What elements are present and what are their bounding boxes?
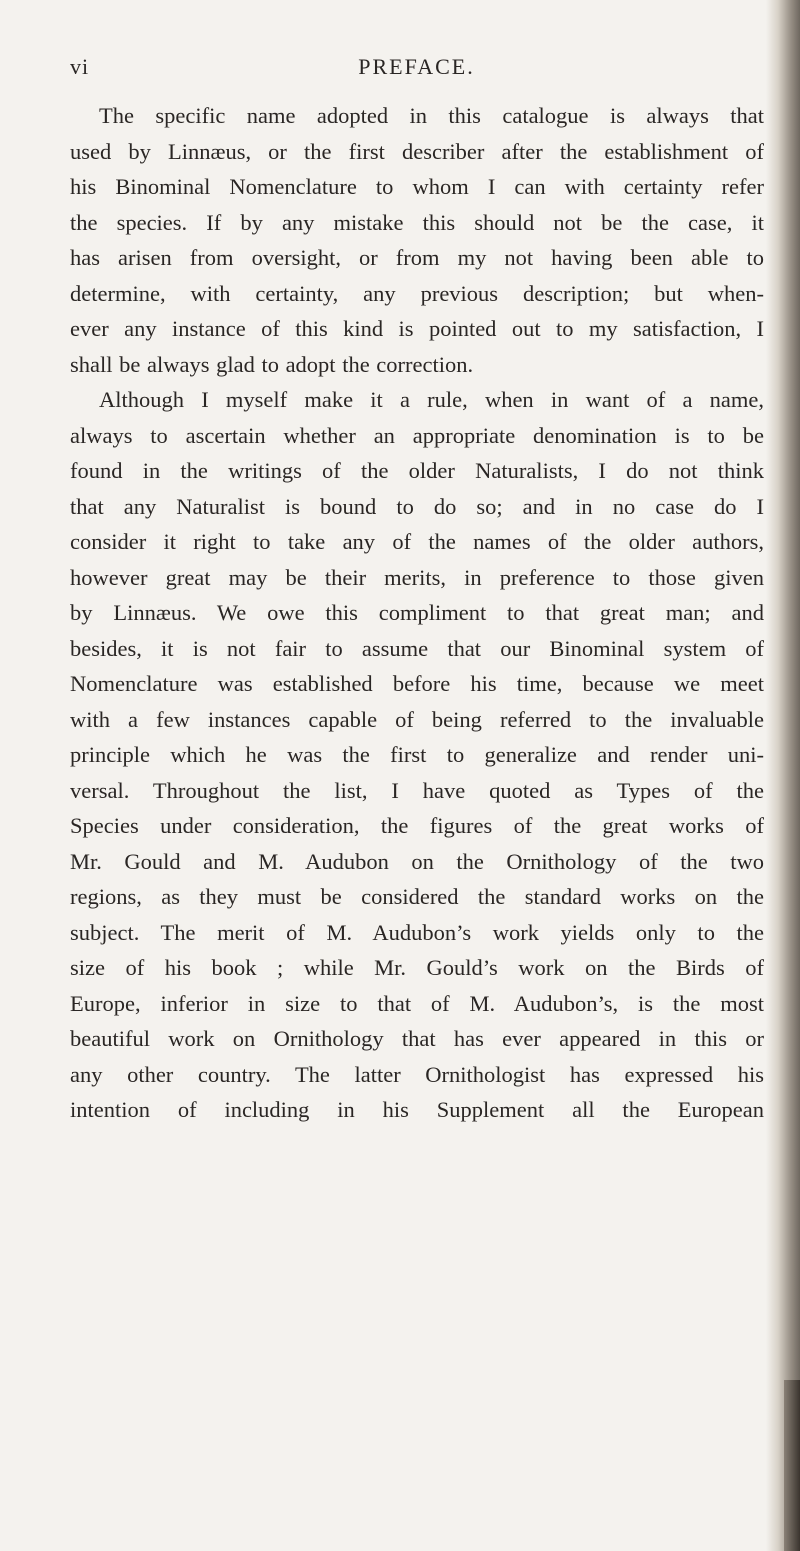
text-line: shall be always glad to adopt the correction. (70, 351, 474, 377)
text-line: his Binominal Nomenclature to whom I can with certainty refer (70, 174, 764, 199)
text-line: used by Linnæus, or the first describer after the establishment of (70, 138, 764, 164)
text-line: however great may be their merits, in preference to those given (70, 564, 764, 590)
page-number: vi (70, 54, 90, 79)
text-line: size of his book ; while Mr. Gould’s work on the Birds of (70, 955, 764, 980)
page-body (70, 98, 764, 1128)
text-line: ever any instance of this kind is pointed out to my satisfaction, I (70, 316, 764, 341)
text-line: always to ascertain whether an appropriate denomination is to be (70, 422, 764, 448)
text-line: regions, as they must be considered the standard works on the (70, 884, 764, 909)
text-line: the species. If by any mistake this should not be the case, it (70, 209, 764, 235)
paragraph (70, 382, 764, 1128)
text-line: Europe, inferior in size to that of M. Audubon’s, is the most (70, 990, 764, 1016)
text-line: has arisen from oversight, or from my not having been able to (70, 245, 764, 270)
text-line: intention of including in his Supplement all the European (70, 1097, 764, 1122)
text-line: by Linnæus. We owe this compliment to that great man; and (70, 600, 764, 625)
text-line: with a few instances capable of being referred to the invaluable (70, 706, 764, 732)
text-line: Mr. Gould and M. Audubon on the Ornithology of the two (70, 848, 764, 874)
text-line: versal. Throughout the list, I have quoted as Types of the (70, 777, 764, 803)
text-line: any other country. The latter Ornithologist has expressed his (70, 1061, 764, 1087)
running-header (70, 54, 763, 84)
text-line: found in the writings of the older Naturalists, I do not think (70, 458, 764, 483)
text-line: The specific name adopted in this catalogue is always that (99, 103, 764, 128)
text-line: Species under consideration, the figures of the great works of (70, 813, 764, 838)
text-line: that any Naturalist is bound to do so; and in no case do I (70, 493, 764, 519)
text-line: beautiful work on Ornithology that has ever appeared in this or (70, 1026, 764, 1051)
running-title: PREFACE. (358, 54, 475, 79)
text-line: subject. The merit of M. Audubon’s work yields only to the (70, 919, 764, 945)
text-line: Nomenclature was established before his time, because we meet (70, 671, 764, 696)
text-line: Although I myself make it a rule, when in want of a name, (99, 387, 764, 412)
paragraph (70, 98, 764, 382)
text-line: besides, it is not fair to assume that our Binominal system of (70, 635, 764, 661)
text-line: consider it right to take any of the names of the older authors, (70, 529, 764, 554)
page-binding-shadow (766, 0, 800, 1551)
page-edge-shadow (784, 1380, 800, 1551)
text-line: determine, with certainty, any previous description; but when- (70, 280, 764, 306)
text-line: principle which he was the first to generalize and render uni- (70, 742, 764, 767)
